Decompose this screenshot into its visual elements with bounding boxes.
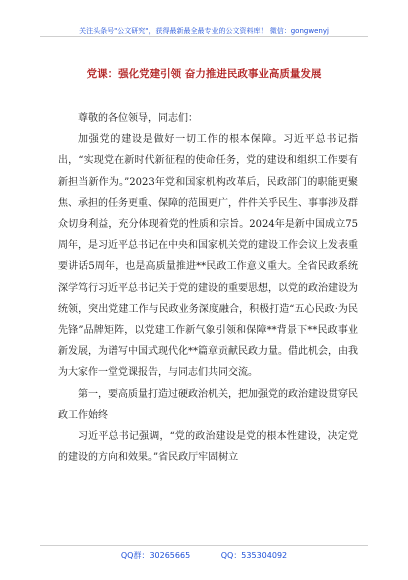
greeting-paragraph: 尊敬的各位领导，同志们： [78,113,198,124]
footer-contacts [40,550,368,561]
section-heading: 第一，要高质量打造过硬政治机关，把加强党的政治建设贯穿民政工作始终 [58,388,358,421]
document-title: 党课：强化党建引领 奋力推进民政事业高质量发展 [86,68,322,80]
qq-contact-link[interactable]: QQ：535304092 [220,551,288,560]
page-header [40,14,368,37]
body-paragraph: 加强党的建设是做好一切工作的根本保障。习近平总书记指出，“实现党在新时代新征程的使命任务，党的建设和组织工作要有新担当新作为。”2023年党和国家机构改革后，民政部门的职能更聚焦、承担的任务更重、保障的范围更广，件件关乎民生、事事涉及群众切身利益，充分体现着党的性质和宗旨。2024年是新中国成立75周年，是习近平总书记在中央和国家机关党的建设工作会议上发表重要讲话5周年，也是高质量推进**民政工作意义重大。全省民政系统深学笃行习近平总书记关于党的建设的重要思想，以党的政治建设为统领，突出党建工作与民政业务深度融合，积极打造“五心民政·为民先锋”品牌矩阵，以党建工作新气象引领和保障**背景下**民政事业新发展，为谱写中国式现代化**篇章贡献民政力量。借此机会，由我为大家作一堂党课报告，与同志们共同交流。 [58,134,358,379]
page-footer [40,545,368,570]
qq-group-link[interactable]: QQ群：30265665 [120,551,191,560]
header-notice: 关注头条号"公文研究"，获得最新最全最专业的公文资料库！ 微信：gongwenyj [79,27,329,35]
body-paragraph: 习近平总书记强调，“党的政治建设是党的根本性建设，决定党的建设的方向和效果。”省民政厅牢固树立 [58,431,358,464]
document-body [58,108,358,468]
